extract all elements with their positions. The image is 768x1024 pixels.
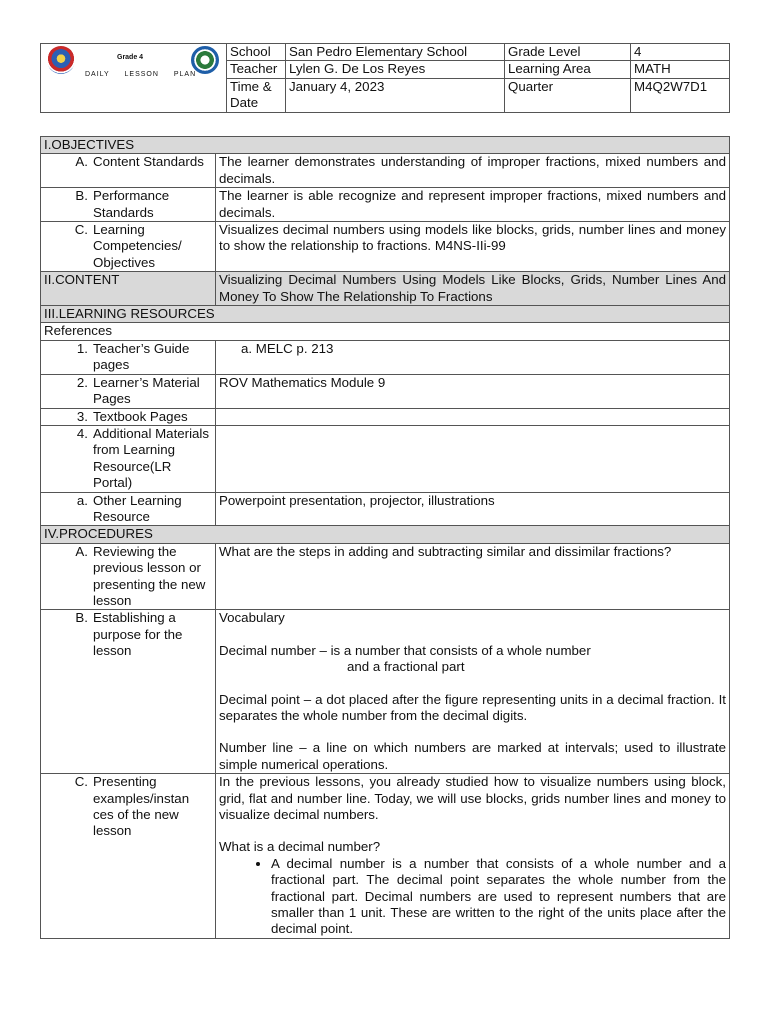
header-logos	[41, 44, 227, 113]
competencies-text: Visualizes decimal numbers using models like blocks, grids, number lines and money to show the relationship to fractions. M4NS-IIi-99	[216, 222, 730, 272]
school-label: School	[227, 44, 286, 61]
procedure-row	[41, 610, 730, 774]
quarter-label: Quarter	[505, 78, 631, 112]
examples-intro: In the previous lessons, you already studied how to visualize numbers using block, grid, flat and number line. Today, we will use blocks, grids number lines and money to visualize decimal numbers.	[219, 774, 726, 823]
decimal-question: What is a decimal number?	[219, 839, 381, 855]
item-number: A.	[75, 154, 88, 170]
time-date-label: Time & Date	[227, 78, 286, 112]
item-label: Textbook Pages	[93, 408, 188, 424]
header-table	[40, 43, 730, 113]
resource-row	[41, 492, 730, 526]
objectives-heading: I.OBJECTIVES	[41, 137, 730, 154]
content-heading: II.CONTENT	[41, 272, 216, 306]
date-value: January 4, 2023	[286, 78, 505, 112]
lesson-table	[40, 136, 730, 939]
item-label: Learner’s Material Pages	[93, 374, 200, 407]
review-text: What are the steps in adding and subtracting similar and dissimilar fractions?	[216, 543, 730, 610]
content-text: Visualizing Decimal Numbers Using Models Like Blocks, Grids, Number Lines And Money To Show The Relationship To Fractions	[216, 272, 730, 306]
item-number: 2.	[76, 374, 88, 390]
resource-row	[41, 408, 730, 425]
procedure-row	[41, 543, 730, 610]
school-value: San Pedro Elementary School	[286, 44, 505, 61]
item-label: Presenting examples/instan ces of the new lesson	[93, 774, 190, 839]
number-line-definition: Number line – a line on which numbers are marked at intervals; used to illustrate simple numerical operations.	[219, 740, 726, 772]
objective-row	[41, 188, 730, 222]
item-number: C.	[74, 774, 88, 790]
item-number: A.	[75, 543, 88, 559]
item-label: Content Standards	[93, 154, 204, 170]
explanation-list	[219, 856, 726, 938]
plan-label: DAILY LESSON PLAN	[85, 71, 197, 78]
examples-cell	[216, 774, 730, 939]
item-label: Additional Materials from Learning Resource(LR Portal)	[93, 425, 210, 491]
item-number: B.	[75, 610, 88, 626]
objective-row	[41, 222, 730, 272]
item-label: Learning Competencies/ Objectives	[93, 222, 182, 270]
item-number: 3.	[76, 408, 88, 424]
list-item: • A decimal number is a number that consists of a whole number and a fractional part. The decimal point separates the whole number from the fractional part. Decimal numbers are used to represent numbers that are smaller than 1 unit. These are written to the right of the units place after the decimal point.	[271, 856, 726, 938]
item-number: 1.	[76, 340, 88, 356]
quarter-value: M4Q2W7D1	[631, 78, 730, 112]
teacher-label: Teacher	[227, 61, 286, 78]
purpose-cell	[216, 610, 730, 774]
item-label: Establishing a purpose for the lesson	[93, 610, 183, 659]
procedure-row	[41, 774, 730, 939]
item-number: 4.	[76, 425, 88, 441]
resource-row	[41, 340, 730, 374]
learning-area-label: Learning Area	[505, 61, 631, 78]
item-label: Other Learning Resource	[93, 492, 182, 524]
textbook-pages-text	[216, 408, 730, 425]
additional-materials-text	[216, 425, 730, 492]
decimal-point-definition: Decimal point – a dot placed after the figure representing units in a decimal fraction. It separates the whole number from the decimal digits.	[219, 691, 726, 723]
item-label: Reviewing the previous lesson or presenting the new lesson	[93, 543, 206, 608]
item-number: C.	[74, 222, 88, 238]
vocabulary-heading: Vocabulary	[219, 610, 285, 626]
learning-area-value: MATH	[631, 61, 730, 78]
resource-row	[41, 425, 730, 492]
deped-seal-icon	[47, 46, 75, 74]
content-standards-text: The learner demonstrates understanding of improper fractions, mixed numbers and decimals.	[216, 154, 730, 188]
item-label: Performance Standards	[93, 188, 170, 220]
performance-standards-text: The learner is able recognize and represent improper fractions, mixed numbers and decimals.	[216, 188, 730, 222]
resources-heading: III.LEARNING RESOURCES	[41, 306, 730, 323]
other-resources-text: Powerpoint presentation, projector, illustrations	[216, 492, 730, 526]
item-label: Teacher’s Guide pages	[93, 340, 190, 373]
resource-row	[41, 374, 730, 408]
grade-level-label: Grade Level	[505, 44, 631, 61]
references-label: References	[41, 323, 730, 340]
learners-material-text: ROV Mathematics Module 9	[216, 374, 730, 408]
teachers-guide-text: a. MELC p. 213	[216, 340, 730, 374]
item-number: B.	[75, 188, 88, 204]
objective-row	[41, 154, 730, 188]
grade-level-value: 4	[631, 44, 730, 61]
teacher-value: Lylen G. De Los Reyes	[286, 61, 505, 78]
decimal-number-definition: Decimal number – is a number that consists of a whole number	[219, 642, 591, 658]
school-seal-icon	[191, 46, 219, 74]
grade-label: Grade 4	[117, 54, 144, 61]
decimal-number-definition-cont: and a fractional part	[347, 659, 465, 675]
item-number: a.	[76, 492, 88, 508]
procedures-heading: IV.PROCEDURES	[41, 526, 730, 543]
